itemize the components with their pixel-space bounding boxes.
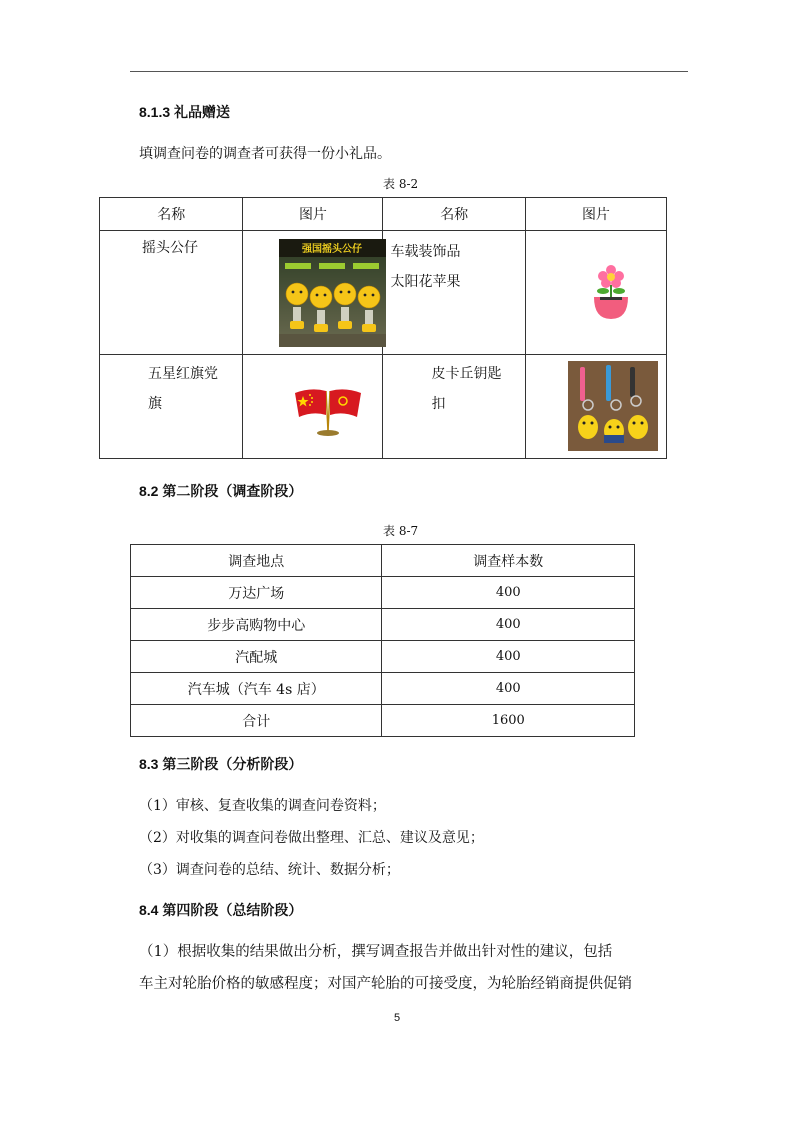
gift-image-cell [525,231,666,355]
table-row [131,577,635,609]
gift-name-cell [383,355,525,459]
table-8-7-caption: 表 8-7 [383,524,419,538]
table-row [100,231,667,355]
location-cell: 合计 [131,705,382,737]
gift-name-cell [100,231,243,355]
section-8-3-title: 8.3 第三阶段（分析阶段） [139,756,303,772]
section-8-1-3-text: 填调查问卷的调查者可获得一份小礼品。 [139,146,391,162]
location-cell: 汽配城 [131,641,382,673]
flags-image [293,383,363,437]
header-rule [130,71,688,72]
count-cell: 400 [382,577,635,609]
table-row [131,705,635,737]
gift-name-cell [100,355,243,459]
solar-flower-image [586,265,636,321]
gift-name-line: 旗 [148,396,162,412]
table-8-2-caption: 表 8-2 [383,177,419,191]
header-name-2: 名称 [383,198,525,231]
list-item: （1）审核、复查收集的调查问卷资料； [139,798,386,814]
count-cell: 400 [382,641,635,673]
section-8-4-title: 8.4 第四阶段（总结阶段） [139,902,303,918]
table-row [131,673,635,705]
paragraph-line: 车主对轮胎价格的敏感程度；对国产轮胎的可接受度，为轮胎经销商提供促销 [139,976,632,992]
gift-name-line: 扣 [431,396,446,412]
gift-name-line: 皮卡丘钥匙 [431,366,502,382]
gift-table [99,197,667,459]
location-cell: 万达广场 [131,577,382,609]
count-cell: 1600 [382,705,635,737]
gift-image-cell [243,231,383,355]
gift-image-cell [525,355,666,459]
page-number: 5 [393,1012,401,1024]
list-item: （3）调查问卷的总结、统计、数据分析； [139,862,400,878]
header-location: 调查地点 [131,545,382,577]
count-cell: 400 [382,609,635,641]
table-row [100,355,667,459]
gift-image-cell [243,355,383,459]
header-image-2: 图片 [525,198,666,231]
header-image-1: 图片 [243,198,383,231]
table-row [131,609,635,641]
count-cell: 400 [382,673,635,705]
section-8-2-title: 8.2 第二阶段（调查阶段） [139,483,303,499]
gift-name-cell [383,231,525,355]
location-cell: 步步高购物中心 [131,609,382,641]
header-sample-count: 调查样本数 [382,545,635,577]
list-item: （2）对收集的调查问卷做出整理、汇总、建议及意见； [139,830,484,846]
table-row [131,641,635,673]
gift-name-line: 五星红旗党 [148,366,218,382]
pikachu-keychain-image [568,361,658,451]
gift-name: 摇头公仔 [142,240,198,256]
paragraph-line: （1）根据收集的结果做出分析，撰写调查报告并做出针对性的建议，包括 [139,944,613,960]
gift-name-line: 车载装饰品 [390,244,461,260]
bobblehead-image [279,239,386,347]
gift-name-line: 太阳花苹果 [390,274,461,290]
sample-table [130,544,635,737]
bobblehead-banner-text: 强国摇头公仔 [302,244,363,255]
section-8-1-3-title: 8.1.3 礼品赠送 [139,104,231,120]
header-name-1: 名称 [100,198,243,231]
location-cell: 汽车城（汽车 4s 店） [131,673,382,705]
